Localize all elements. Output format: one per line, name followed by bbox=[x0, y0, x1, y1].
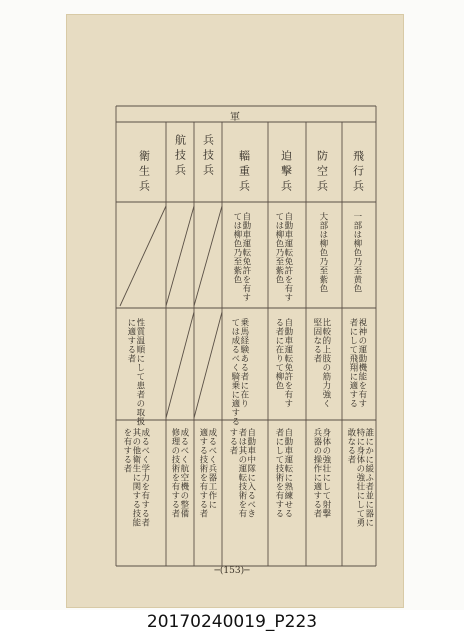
cell-artillery-r3: 自動車運転に熟練せる 者にして技術を有する bbox=[273, 428, 293, 518]
table-title: 軍 bbox=[230, 112, 240, 123]
cell-ordnance-r3: 成るべく兵器工作に 適する技術を有する者 bbox=[197, 428, 217, 518]
header-transport: 輜重兵 bbox=[237, 150, 251, 195]
header-flight: 飛行兵 bbox=[351, 150, 365, 195]
cell-transport-r2: 乗馬経験ある者に在り ては成るべく騎乗に適する bbox=[229, 318, 249, 426]
cell-artillery-r2: 自動車運転免許を有す る者に在りて柳色 bbox=[273, 318, 293, 408]
header-ordnance: 兵技兵 bbox=[201, 134, 215, 179]
cell-medical-r2: 性質温順にして患者の取扱 に適する者 bbox=[125, 318, 145, 426]
cell-aviation-tech-r3: 成るべく航空機の整備 修理の技術を有する者 bbox=[169, 428, 189, 518]
page-number: ─(153)─ bbox=[214, 566, 250, 576]
header-medical: 衛生兵 bbox=[137, 150, 151, 195]
image-caption: 20170240019_P223 bbox=[146, 612, 318, 632]
cell-aa-r1: 大部は柳色乃至紫色 bbox=[317, 212, 328, 293]
cell-flight-r2: 視神の運動機能を有す 者にして飛翔に適する bbox=[347, 318, 367, 408]
header-aa: 防空兵 bbox=[315, 150, 329, 195]
cell-artillery-r1: 自動車運転免許を有す ては柳色乃至紫色 bbox=[273, 212, 293, 302]
cell-flight-r3: 誰にかに緩ふ者並に器に 特に身体の強壮にして勇 敢なる者 bbox=[345, 428, 374, 527]
cell-aa-r3: 身体の強壮にして射撃 兵器の操作に適する者 bbox=[311, 428, 331, 518]
header-aviation-tech: 航技兵 bbox=[173, 134, 187, 179]
cell-flight-r1: 一部は柳色乃至黄色 bbox=[351, 212, 362, 293]
cell-transport-r3: 自動車中隊に入るべき 者は其の運転技術を有 する者 bbox=[227, 428, 256, 518]
cell-medical-r3: 成るべく学力を有する者 其の他衛生に関する技能 を有する者 bbox=[121, 428, 150, 527]
cell-aa-r2: 比較的上肢の筋力強く 堅固なる者 bbox=[311, 318, 331, 408]
cell-transport-r1: 自動車運転免許を有す ては柳色乃至紫色 bbox=[231, 212, 251, 302]
header-artillery: 迫撃兵 bbox=[279, 150, 293, 195]
